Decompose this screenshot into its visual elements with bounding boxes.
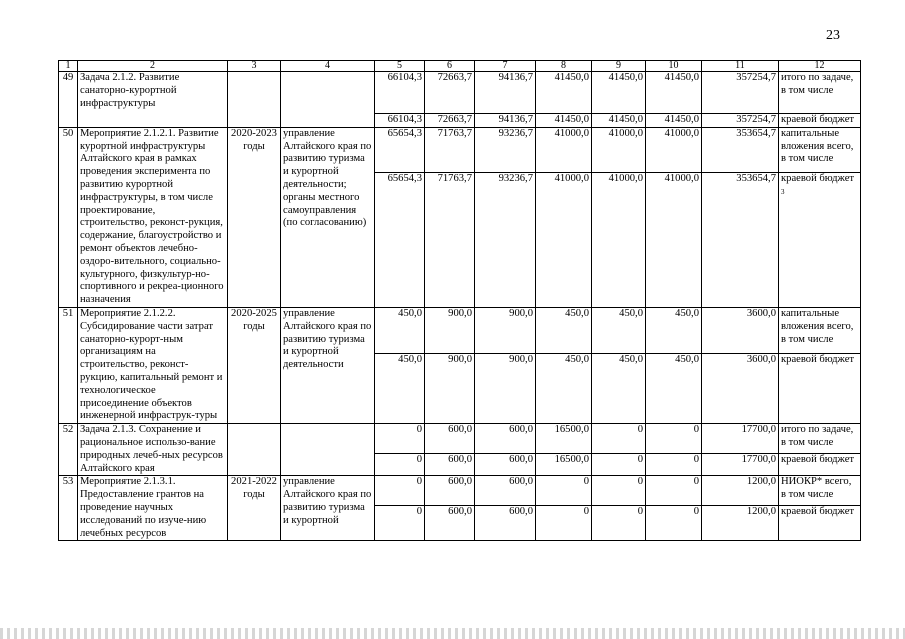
table-row (59, 307, 861, 353)
funding-value: 450,0 (592, 353, 646, 423)
funding-value: 0 (592, 454, 646, 476)
item-period: 2020-2025 годы (228, 307, 281, 423)
funding-source (779, 307, 861, 353)
funding-value: 0 (536, 476, 592, 506)
funding-source-label: итого по задаче, в том числе (781, 424, 854, 448)
item-executor: управление Алтайского края по развитию туризма и курортной (281, 476, 375, 541)
funding-source (779, 424, 861, 454)
column-header: 1 (59, 61, 78, 72)
item-executor: управление Алтайского края по развитию туризма и курортной деятельности (281, 307, 375, 423)
column-header: 9 (592, 61, 646, 72)
funding-source (779, 72, 861, 114)
row-number: 52 (59, 424, 78, 476)
table-row (59, 127, 861, 172)
row-number: 53 (59, 476, 78, 541)
funding-value: 0 (646, 476, 702, 506)
footnote-mark: 3 (781, 187, 785, 196)
funding-source-label: краевой бюджет (781, 114, 855, 125)
funding-value: 71763,7 (425, 172, 475, 307)
funding-value: 0 (646, 424, 702, 454)
funding-value: 450,0 (646, 307, 702, 353)
funding-value: 600,0 (425, 506, 475, 541)
funding-source-label: НИОКР* всего, в том числе (781, 476, 852, 501)
funding-value: 0 (592, 424, 646, 454)
row-number: 49 (59, 72, 78, 128)
funding-value: 3600,0 (702, 353, 779, 423)
funding-value: 41000,0 (592, 172, 646, 307)
column-header: 5 (375, 61, 425, 72)
funding-value: 41000,0 (592, 127, 646, 172)
funding-value: 72663,7 (425, 72, 475, 114)
funding-value: 0 (592, 506, 646, 541)
funding-value: 41450,0 (592, 72, 646, 114)
column-header: 10 (646, 61, 702, 72)
funding-source (779, 506, 861, 541)
funding-value: 65654,3 (375, 172, 425, 307)
funding-value: 450,0 (646, 353, 702, 423)
funding-value: 600,0 (475, 424, 536, 454)
funding-source (779, 353, 861, 423)
funding-value: 0 (592, 476, 646, 506)
item-period: 2020-2023 годы (228, 127, 281, 307)
funding-value: 65654,3 (375, 127, 425, 172)
funding-value: 41000,0 (536, 172, 592, 307)
column-header: 4 (281, 61, 375, 72)
table-row (59, 476, 861, 506)
funding-value: 17700,0 (702, 454, 779, 476)
funding-value: 1200,0 (702, 506, 779, 541)
funding-value: 357254,7 (702, 72, 779, 114)
funding-value: 450,0 (592, 307, 646, 353)
funding-value: 900,0 (475, 353, 536, 423)
item-executor (281, 424, 375, 476)
funding-value: 16500,0 (536, 454, 592, 476)
funding-value: 450,0 (536, 307, 592, 353)
funding-value: 66104,3 (375, 114, 425, 128)
funding-source (779, 127, 861, 172)
funding-source-label: капитальные вложения всего, в том числе (781, 307, 854, 345)
item-executor: управление Алтайского края по развитию туризма и курортной деятельности; органы местного самоуправления (по согласованию) (281, 127, 375, 307)
funding-value: 41000,0 (646, 172, 702, 307)
column-header: 3 (228, 61, 281, 72)
item-period (228, 72, 281, 128)
table-row (59, 424, 861, 454)
funding-value: 900,0 (425, 307, 475, 353)
funding-source-label: краевой бюджет (781, 506, 855, 518)
column-header: 11 (702, 61, 779, 72)
funding-source (779, 114, 861, 128)
funding-value: 93236,7 (475, 172, 536, 307)
funding-value: 41450,0 (592, 114, 646, 128)
funding-value: 41000,0 (536, 127, 592, 172)
funding-value: 900,0 (425, 353, 475, 423)
funding-value: 0 (375, 476, 425, 506)
funding-source-label: краевой бюджет (781, 454, 855, 466)
table-row (59, 72, 861, 114)
funding-source-label: краевой бюджет (781, 353, 855, 365)
funding-value: 16500,0 (536, 424, 592, 454)
item-period: 2021-2022 годы (228, 476, 281, 541)
funding-source (779, 172, 861, 307)
column-header: 7 (475, 61, 536, 72)
funding-source-label: итого по задаче, в том числе (781, 72, 854, 96)
column-header: 8 (536, 61, 592, 72)
funding-value: 41450,0 (646, 72, 702, 114)
page-number: 23 (826, 28, 840, 43)
row-number: 50 (59, 127, 78, 307)
item-name: Мероприятие 2.1.2.2. Субсидирование части затрат санаторно-курорт-ным организациям на строительство, реконст-рукцию, капитальный ремонт и технологическое присоединение объектов инженерной инфраструк-туры (78, 307, 228, 423)
item-name: Задача 2.1.2. Развитие санаторно-курортной инфраструктуры (78, 72, 228, 128)
column-header: 6 (425, 61, 475, 72)
funding-value: 600,0 (425, 476, 475, 506)
funding-value: 0 (375, 454, 425, 476)
funding-value: 71763,7 (425, 127, 475, 172)
funding-source (779, 454, 861, 476)
funding-value: 0 (536, 506, 592, 541)
funding-value: 450,0 (536, 353, 592, 423)
column-header: 12 (779, 61, 861, 72)
funding-value: 353654,7 (702, 172, 779, 307)
header-row (59, 61, 861, 72)
funding-value: 900,0 (475, 307, 536, 353)
funding-value: 41450,0 (646, 114, 702, 128)
funding-value: 353654,7 (702, 127, 779, 172)
item-name: Мероприятие 2.1.2.1. Развитие курортной инфраструктуры Алтайского края в рамках проведения эксперимента по развитию курортной инфраструктуры, в том числе проектирование, строительство, реконст-рукция, содержание, благоустройство и ремонт объектов лечебно-оздоро-вительного, социально-культурного, физкультур-но-спортивного и рекреа-ционного назначения (78, 127, 228, 307)
funding-source-label: краевой бюджет (781, 172, 855, 184)
funding-value: 450,0 (375, 353, 425, 423)
column-header: 2 (78, 61, 228, 72)
item-executor (281, 72, 375, 128)
funding-source-label: капитальные вложения всего, в том числе (781, 127, 854, 165)
funding-value: 0 (375, 506, 425, 541)
funding-value: 600,0 (475, 506, 536, 541)
funding-value: 94136,7 (475, 72, 536, 114)
funding-value: 94136,7 (475, 114, 536, 128)
funding-value: 600,0 (425, 424, 475, 454)
funding-value: 1200,0 (702, 476, 779, 506)
funding-value: 3600,0 (702, 307, 779, 353)
funding-value: 0 (646, 454, 702, 476)
funding-source (779, 476, 861, 506)
funding-value: 66104,3 (375, 72, 425, 114)
funding-value: 0 (375, 424, 425, 454)
funding-value: 600,0 (475, 476, 536, 506)
funding-value: 41450,0 (536, 114, 592, 128)
funding-value: 357254,7 (702, 114, 779, 128)
funding-value: 600,0 (475, 454, 536, 476)
program-table (58, 60, 861, 541)
item-period (228, 424, 281, 476)
item-name: Задача 2.1.3. Сохранение и рациональное использо-вание природных лечеб-ных ресурсов Алтайского края (78, 424, 228, 476)
funding-value: 450,0 (375, 307, 425, 353)
funding-value: 93236,7 (475, 127, 536, 172)
row-number: 51 (59, 307, 78, 423)
funding-value: 41450,0 (536, 72, 592, 114)
funding-value: 72663,7 (425, 114, 475, 128)
item-name: Мероприятие 2.1.3.1. Предоставление грантов на проведение научных исследований по изуче-нию лечебных ресурсов (78, 476, 228, 541)
funding-value: 600,0 (425, 454, 475, 476)
funding-value: 0 (646, 506, 702, 541)
scan-edge (0, 628, 905, 639)
funding-value: 41000,0 (646, 127, 702, 172)
funding-value: 17700,0 (702, 424, 779, 454)
